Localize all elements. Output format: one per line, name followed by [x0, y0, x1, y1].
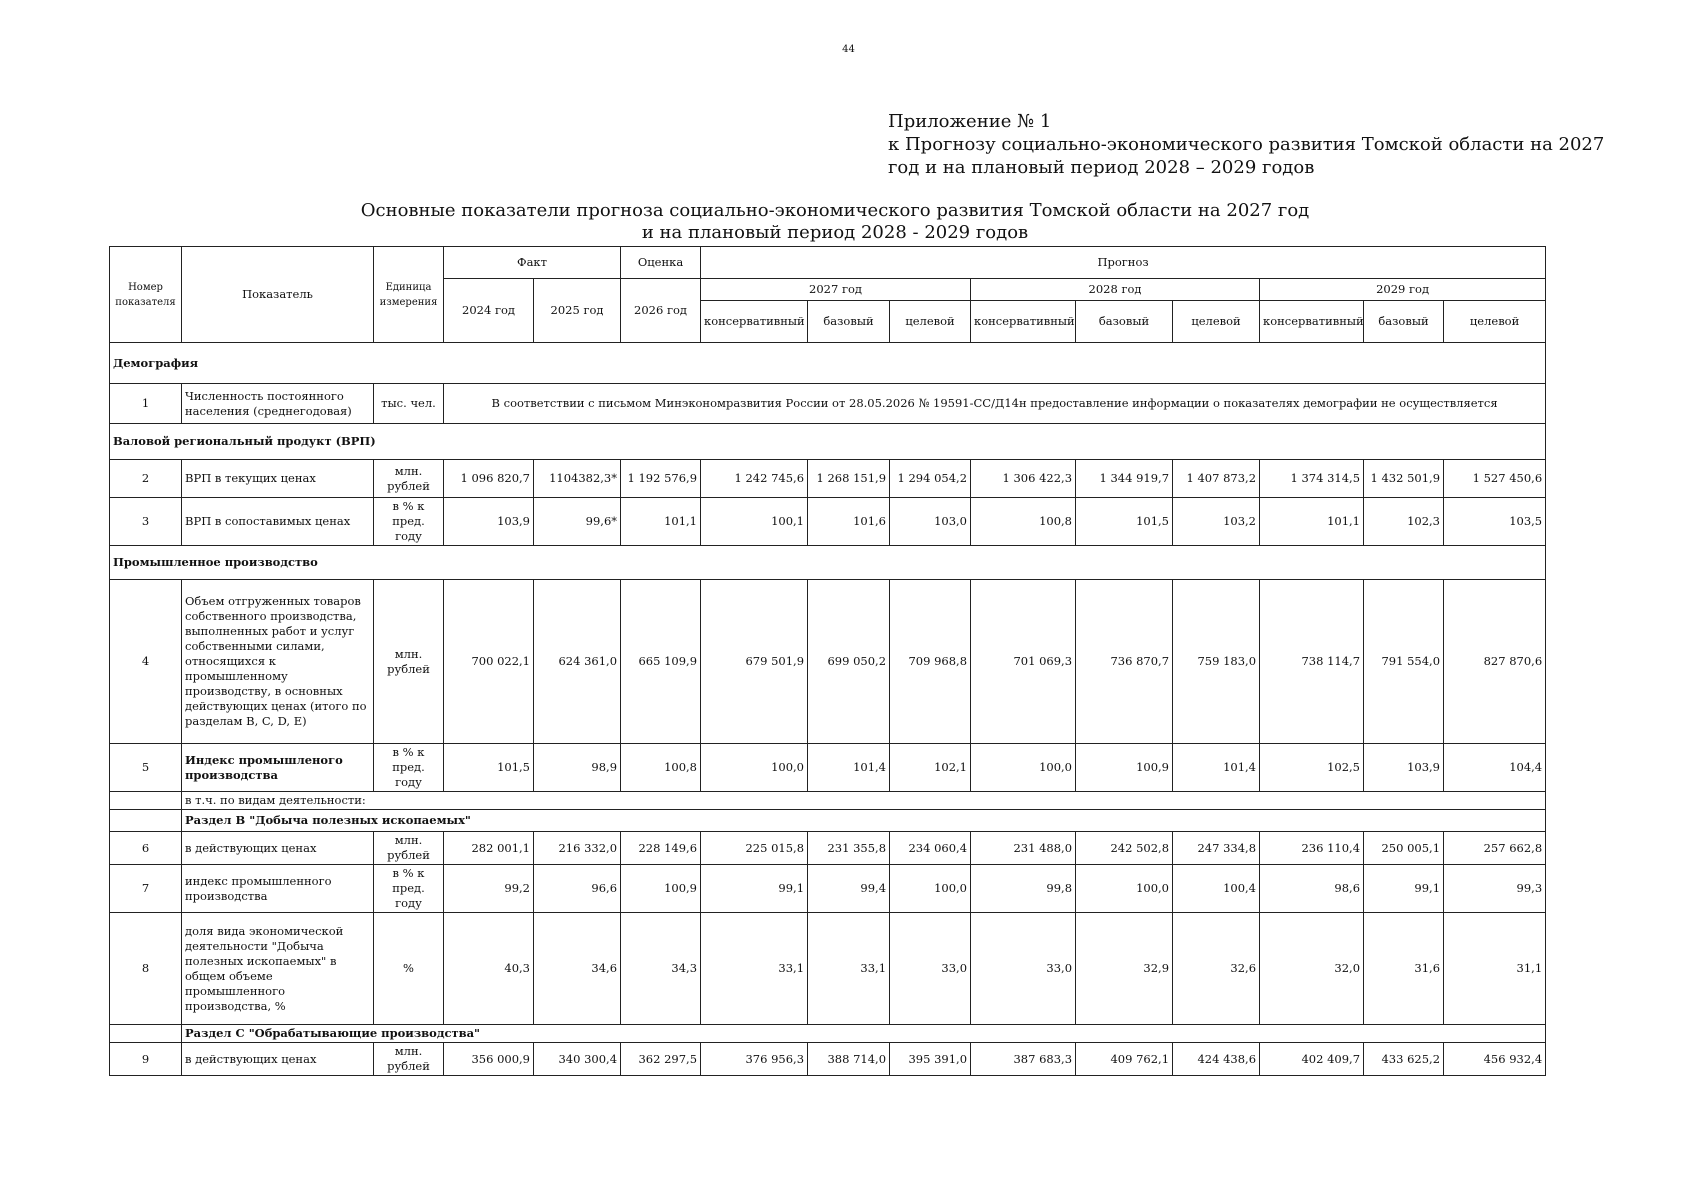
header-2026: 2026 год	[621, 279, 701, 343]
blank-cell	[110, 810, 182, 832]
row-value: 1 374 314,5	[1260, 460, 1364, 498]
row-value: 99,8	[971, 865, 1076, 913]
header-2029-base: базовый	[1364, 301, 1444, 343]
header-2028-cons: консервативный	[971, 301, 1076, 343]
header-2024: 2024 год	[444, 279, 534, 343]
row-value: 100,8	[621, 744, 701, 792]
row-value: 34,6	[534, 913, 621, 1025]
row-value: 100,9	[621, 865, 701, 913]
row-value: 1 344 919,7	[1076, 460, 1173, 498]
row-value: 1 096 820,7	[444, 460, 534, 498]
row-value: 1 242 745,6	[701, 460, 808, 498]
row-value: 101,5	[444, 744, 534, 792]
header-2027-cons: консервативный	[701, 301, 808, 343]
row-value: 1 268 151,9	[808, 460, 890, 498]
row-value: 102,5	[1260, 744, 1364, 792]
row-number: 5	[110, 744, 182, 792]
row-value: 31,1	[1444, 913, 1546, 1025]
row-value: 100,0	[971, 744, 1076, 792]
section-b-label: Раздел B "Добыча полезных ископаемых"	[182, 810, 1546, 832]
row-value: 33,0	[971, 913, 1076, 1025]
row-value: 34,3	[621, 913, 701, 1025]
row-value: 99,6*	[534, 498, 621, 546]
row-indicator-name: в действующих ценах	[182, 832, 374, 865]
header-2028-target: целевой	[1173, 301, 1260, 343]
row-value: 100,1	[701, 498, 808, 546]
row-value: 228 149,6	[621, 832, 701, 865]
row-value: 99,3	[1444, 865, 1546, 913]
row-value: 709 968,8	[890, 580, 971, 744]
row-value: 103,2	[1173, 498, 1260, 546]
row-value: 388 714,0	[808, 1043, 890, 1076]
row-number: 7	[110, 865, 182, 913]
row-value: 40,3	[444, 913, 534, 1025]
row-number: 2	[110, 460, 182, 498]
row-value: 216 332,0	[534, 832, 621, 865]
row-unit: млн. рублей	[374, 832, 444, 865]
row-indicator-name: индекс промышленного производства	[182, 865, 374, 913]
row-value: 33,1	[808, 913, 890, 1025]
row-value: 101,4	[808, 744, 890, 792]
row-value: 356 000,9	[444, 1043, 534, 1076]
row-1-number: 1	[110, 384, 182, 424]
row-unit: в % к пред. году	[374, 865, 444, 913]
row-value: 225 015,8	[701, 832, 808, 865]
row-value: 98,6	[1260, 865, 1364, 913]
row-value: 736 870,7	[1076, 580, 1173, 744]
row-value: 101,1	[621, 498, 701, 546]
row-value: 100,4	[1173, 865, 1260, 913]
table-row	[110, 865, 1546, 913]
row-unit: млн. рублей	[374, 460, 444, 498]
row-value: 96,6	[534, 865, 621, 913]
row-value: 101,5	[1076, 498, 1173, 546]
page-number: 44	[842, 44, 855, 55]
row-value: 101,4	[1173, 744, 1260, 792]
row-value: 1 432 501,9	[1364, 460, 1444, 498]
section-industry: Промышленное производство	[110, 546, 1546, 580]
row-value: 103,5	[1444, 498, 1546, 546]
row-value: 376 956,3	[701, 1043, 808, 1076]
row-value: 424 438,6	[1173, 1043, 1260, 1076]
header-forecast: Прогноз	[701, 247, 1546, 279]
row-value: 402 409,7	[1260, 1043, 1364, 1076]
table-row	[110, 460, 1546, 498]
row-value: 100,0	[890, 865, 971, 913]
row-value: 231 488,0	[971, 832, 1076, 865]
row-value: 33,0	[890, 913, 971, 1025]
header-unit: Единица измерения	[374, 247, 444, 343]
row-indicator-name: ВРП в сопоставимых ценах	[182, 498, 374, 546]
title-line-2: и на плановый период 2028 - 2029 годов	[641, 222, 1029, 243]
row-unit: в % к пред. году	[374, 744, 444, 792]
row-value: 102,3	[1364, 498, 1444, 546]
row-value: 456 932,4	[1444, 1043, 1546, 1076]
row-value: 100,9	[1076, 744, 1173, 792]
row-indicator-name: доля вида экономической деятельности "Добыча полезных ископаемых" в общем объеме промышленного производства, %	[182, 913, 374, 1025]
row-value: 759 183,0	[1173, 580, 1260, 744]
row-1-name: Численность постоянного населения (среднегодовая)	[182, 384, 374, 424]
row-value: 100,0	[1076, 865, 1173, 913]
row-value: 32,0	[1260, 913, 1364, 1025]
row-value: 340 300,4	[534, 1043, 621, 1076]
table-row	[110, 744, 1546, 792]
row-indicator-name: ВРП в текущих ценах	[182, 460, 374, 498]
header-2025: 2025 год	[534, 279, 621, 343]
blank-cell	[110, 1025, 182, 1043]
header-2027-base: базовый	[808, 301, 890, 343]
row-value: 1104382,3*	[534, 460, 621, 498]
row-value: 33,1	[701, 913, 808, 1025]
section-grp: Валовой региональный продукт (ВРП)	[110, 424, 1546, 460]
row-number: 3	[110, 498, 182, 546]
table-row	[110, 913, 1546, 1025]
row-value: 99,4	[808, 865, 890, 913]
section-c-label: Раздел C "Обрабатывающие производства"	[182, 1025, 1546, 1043]
header-indicator: Показатель	[182, 247, 374, 343]
header-estimate: Оценка	[621, 247, 701, 279]
row-value: 257 662,8	[1444, 832, 1546, 865]
row-value: 247 334,8	[1173, 832, 1260, 865]
row-number: 6	[110, 832, 182, 865]
row-value: 99,2	[444, 865, 534, 913]
appendix-line-1: Приложение № 1	[888, 111, 1052, 132]
row-number: 9	[110, 1043, 182, 1076]
row-unit: %	[374, 913, 444, 1025]
row-value: 101,1	[1260, 498, 1364, 546]
row-value: 32,9	[1076, 913, 1173, 1025]
header-2029-target: целевой	[1444, 301, 1546, 343]
row-value: 282 001,1	[444, 832, 534, 865]
row-value: 242 502,8	[1076, 832, 1173, 865]
row-unit: млн. рублей	[374, 580, 444, 744]
row-value: 103,9	[444, 498, 534, 546]
row-value: 99,1	[701, 865, 808, 913]
row-value: 1 306 422,3	[971, 460, 1076, 498]
table-row	[110, 1043, 1546, 1076]
header-2027-target: целевой	[890, 301, 971, 343]
appendix-line-2: к Прогнозу социально-экономического развития Томской области на 2027	[888, 134, 1605, 155]
table-row	[110, 832, 1546, 865]
row-value: 100,0	[701, 744, 808, 792]
row-value: 679 501,9	[701, 580, 808, 744]
header-2027: 2027 год	[701, 279, 971, 301]
row-value: 103,0	[890, 498, 971, 546]
blank-cell	[110, 792, 182, 810]
row-value: 1 407 873,2	[1173, 460, 1260, 498]
header-number: Номер показателя	[110, 247, 182, 343]
row-number: 4	[110, 580, 182, 744]
row-value: 665 109,9	[621, 580, 701, 744]
row-value: 827 870,6	[1444, 580, 1546, 744]
row-value: 791 554,0	[1364, 580, 1444, 744]
header-2029: 2029 год	[1260, 279, 1546, 301]
row-value: 433 625,2	[1364, 1043, 1444, 1076]
appendix-line-3: год и на плановый период 2028 – 2029 годов	[888, 157, 1315, 178]
by-activity-label: в т.ч. по видам деятельности:	[182, 792, 1546, 810]
row-value: 624 361,0	[534, 580, 621, 744]
row-unit: в % к пред. году	[374, 498, 444, 546]
header-2029-cons: консервативный	[1260, 301, 1364, 343]
row-value: 104,4	[1444, 744, 1546, 792]
title-line-1: Основные показатели прогноза социально-экономического развития Томской области на 2027 год	[360, 200, 1310, 221]
row-value: 32,6	[1173, 913, 1260, 1025]
row-indicator-name: в действующих ценах	[182, 1043, 374, 1076]
row-number: 8	[110, 913, 182, 1025]
header-fact: Факт	[444, 247, 621, 279]
row-value: 103,9	[1364, 744, 1444, 792]
row-value: 738 114,7	[1260, 580, 1364, 744]
row-value: 699 050,2	[808, 580, 890, 744]
row-value: 31,6	[1364, 913, 1444, 1025]
document-title	[110, 200, 1560, 244]
row-value: 700 022,1	[444, 580, 534, 744]
indicators-table	[109, 246, 1546, 1076]
row-value: 395 391,0	[890, 1043, 971, 1076]
row-1-unit: тыс. чел.	[374, 384, 444, 424]
appendix-note	[888, 110, 1668, 179]
row-value: 102,1	[890, 744, 971, 792]
table-row	[110, 498, 1546, 546]
section-demography: Демография	[110, 343, 1546, 384]
header-2028: 2028 год	[971, 279, 1260, 301]
row-value: 100,8	[971, 498, 1076, 546]
row-value: 1 294 054,2	[890, 460, 971, 498]
row-value: 98,9	[534, 744, 621, 792]
demography-note: В соответствии с письмом Минэкономразвития России от 28.05.2026 № 19591-СС/Д14н предоставление информации о показателях демографии не осуществляется	[444, 384, 1546, 424]
row-indicator-name: Индекс промышленого производства	[182, 744, 374, 792]
row-value: 99,1	[1364, 865, 1444, 913]
header-2028-base: базовый	[1076, 301, 1173, 343]
row-value: 409 762,1	[1076, 1043, 1173, 1076]
row-value: 236 110,4	[1260, 832, 1364, 865]
row-value: 234 060,4	[890, 832, 971, 865]
row-value: 250 005,1	[1364, 832, 1444, 865]
row-value: 1 192 576,9	[621, 460, 701, 498]
row-value: 387 683,3	[971, 1043, 1076, 1076]
table-row	[110, 580, 1546, 744]
row-value: 362 297,5	[621, 1043, 701, 1076]
row-value: 1 527 450,6	[1444, 460, 1546, 498]
row-value: 231 355,8	[808, 832, 890, 865]
row-value: 101,6	[808, 498, 890, 546]
row-indicator-name: Объем отгруженных товаров собственного производства, выполненных работ и услуг собственными силами, относящихся к промышленному производству, в основных действующих ценах (итого по разделам B, C, D, E)	[182, 580, 374, 744]
row-unit: млн. рублей	[374, 1043, 444, 1076]
row-value: 701 069,3	[971, 580, 1076, 744]
